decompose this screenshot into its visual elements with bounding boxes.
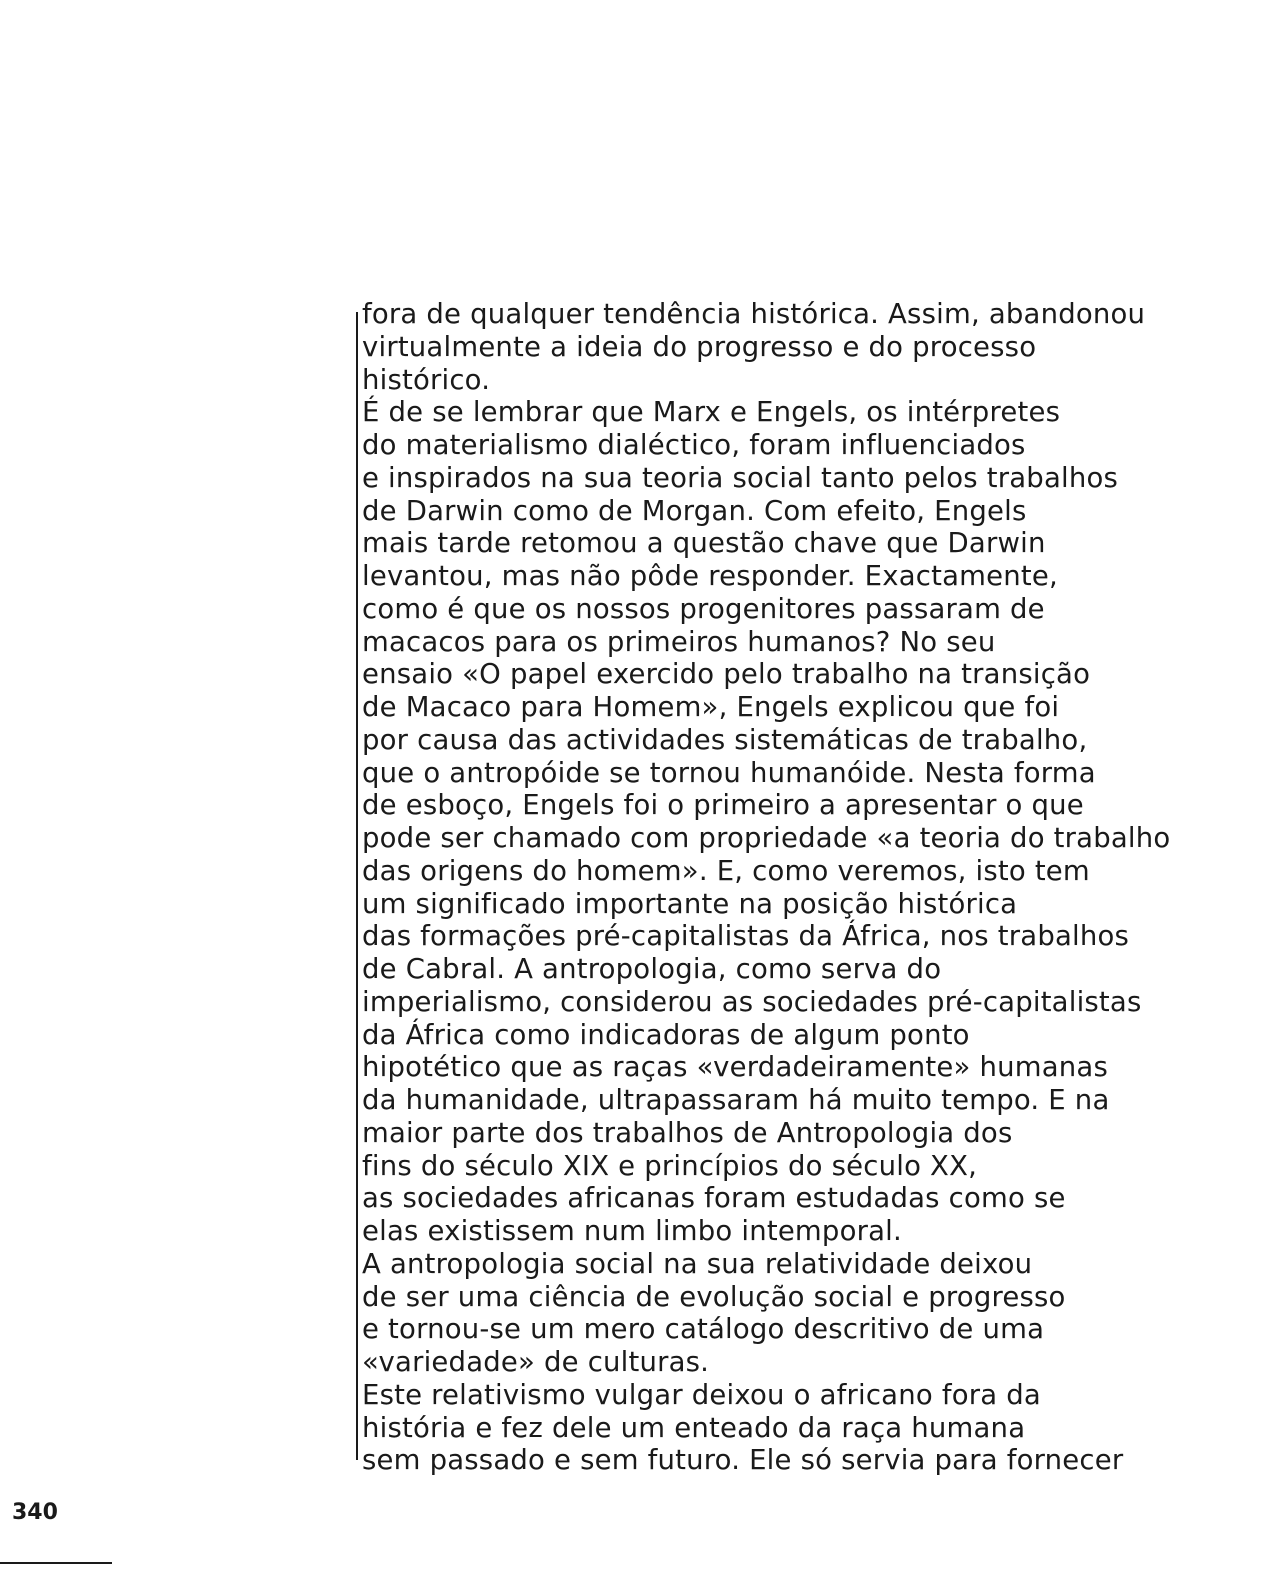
text-line: de Macaco para Homem», Engels explicou que foi — [362, 691, 1060, 723]
text-line: virtualmente a ideia do progresso e do processo — [362, 330, 1037, 363]
text-line: macacos para os primeiros humanos? No seu — [362, 625, 996, 658]
text-line: da humanidade, ultrapassaram há muito tempo. E na — [362, 1084, 1110, 1116]
text-line: histórico. — [362, 363, 491, 396]
text-line: de Cabral. A antropologia, como serva do — [362, 953, 942, 985]
footer-rule — [0, 1562, 112, 1564]
text-line: de ser uma ciência de evolução social e progresso — [362, 1280, 1066, 1313]
text-line: da África como indicadoras de algum ponto — [362, 1018, 970, 1051]
text-line: fins do século XIX e princípios do século XX, — [362, 1149, 978, 1182]
text-line: Este relativismo vulgar deixou o africano fora da — [362, 1378, 1041, 1411]
text-line: fora de qualquer tendência histórica. Assim, abandonou — [362, 298, 1146, 330]
text-line: maior parte dos trabalhos de Antropologia dos — [362, 1116, 1013, 1149]
text-line: das formações pré-capitalistas da África, nos trabalhos — [362, 920, 1130, 953]
text-line: imperialismo, considerou as sociedades pré-capitalistas — [362, 985, 1142, 1018]
text-line: como é que os nossos progenitores passaram de — [362, 592, 1045, 625]
text-line: de esboço, Engels foi o primeiro a apresentar o que — [362, 789, 1084, 822]
text-line: A antropologia social na sua relatividade deixou — [362, 1247, 1033, 1280]
text-line: por causa das actividades sistemáticas de trabalho, — [362, 723, 1088, 756]
text-line: hipotético que as raças «verdadeiramente» humanas — [362, 1051, 1108, 1084]
text-line: sem passado e sem futuro. Ele só servia para fornecer — [362, 1444, 1124, 1477]
text-line: pode ser chamado com propriedade «a teoria do trabalho — [362, 822, 1171, 854]
text-line: «variedade» de culturas. — [362, 1346, 710, 1378]
text-line: e tornou-se um mero catálogo descritivo de uma — [362, 1313, 1045, 1346]
text-line: as sociedades africanas foram estudadas como se — [362, 1182, 1066, 1215]
text-line: das origens do homem». E, como veremos, isto tem — [362, 854, 1090, 887]
page-number: 340 — [12, 1500, 58, 1525]
text-line: e inspirados na sua teoria social tanto pelos trabalhos — [362, 461, 1119, 494]
text-line: história e fez dele um enteado da raça humana — [362, 1411, 1026, 1444]
text-line: que o antropóide se tornou humanóide. Nesta forma — [362, 756, 1096, 789]
text-line: levantou, mas não pôde responder. Exactamente, — [362, 560, 1058, 592]
text-line: do materialismo dialéctico, foram influenciados — [362, 429, 1026, 461]
margin-rule — [356, 312, 358, 1460]
body-text — [362, 298, 1222, 1477]
text-line: mais tarde retomou a questão chave que Darwin — [362, 527, 1046, 560]
text-line: de Darwin como de Morgan. Com efeito, Engels — [362, 494, 1027, 527]
text-line: um significado importante na posição histórica — [362, 887, 1018, 920]
text-line: elas existissem num limbo intemporal. — [362, 1215, 902, 1247]
text-line: É de se lembrar que Marx e Engels, os intérpretes — [362, 396, 1061, 429]
text-line: ensaio «O papel exercido pelo trabalho na transição — [362, 658, 1091, 691]
